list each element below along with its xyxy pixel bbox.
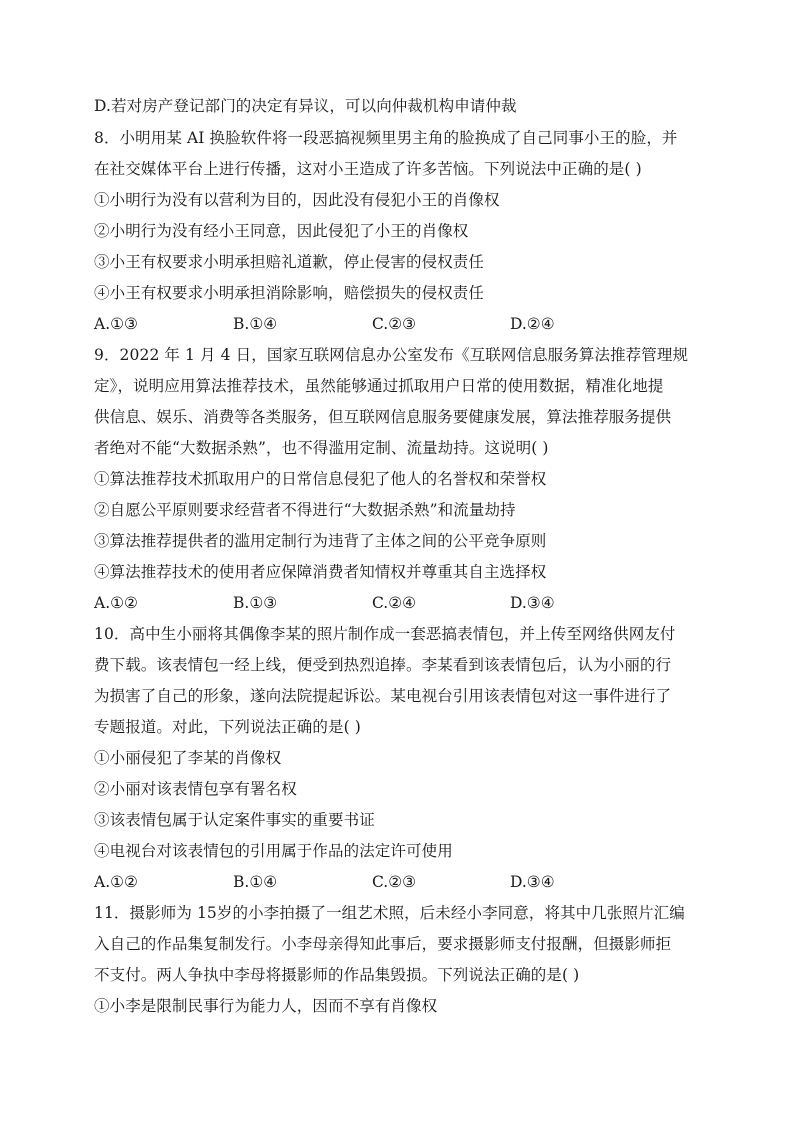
statement-3: ③该表情包属于认定案件事实的重要书证 [94,811,375,829]
question-11-stem: 入自己的作品集复制发行。小李母亲得知此事后，要求摄影师支付报酬，但摄影师拒 [94,935,672,953]
question-11-stem: 11．摄影师为 15岁的小李拍摄了一组艺术照，后未经小李同意，将其中几张照片汇编 [94,904,685,922]
statement-1: ①小明行为没有以营利为目的，因此没有侵犯小王的肖像权 [94,191,500,209]
question-10-stem: 为损害了自己的形象，遂向法院提起诉讼。某电视台引用该表情包对这一事件进行了 [94,687,672,705]
question-8-options [94,314,704,334]
option-c: C.②③ [372,873,417,891]
statement-1: ①小李是限制民事行为能力人，因而不享有肖像权 [94,997,438,1015]
question-10-stem: 专题报道。对此，下列说法正确的是( ) [94,718,361,736]
question-11-stem: 不支付。两人争执中李母将摄影师的作品集毁损。下列说法正确的是( ) [94,966,580,984]
option-d: D.②④ [510,315,555,333]
question-9-stem: 者绝对不能“大数据杀熟”，也不得滥用定制、流量劫持。这说明( ) [94,439,549,457]
statement-1: ①算法推荐技术抓取用户的日常信息侵犯了他人的名誉权和荣誉权 [94,470,547,488]
option-d: D.③④ [510,594,555,612]
question-10-stem: 费下载。该表情包一经上线，便受到热烈追捧。李某看到该表情包后，认为小丽的行 [94,656,672,674]
statement-1: ①小丽侵犯了李某的肖像权 [94,749,282,767]
option-c: C.②④ [372,594,417,612]
question-9-stem: 9．2022 年 1 月 4 日，国家互联网信息办公室发布《互联网信息服务算法推荐管理规 [94,346,689,364]
option-a: A.①② [94,594,138,612]
statement-2: ②小丽对该表情包享有署名权 [94,780,297,798]
option-b: B.①④ [233,315,278,333]
text-line: D.若对房产登记部门的决定有异议，可以向仲裁机构申请仲裁 [94,97,517,115]
question-9-options [94,593,704,613]
question-9-stem: 定》，说明应用算法推荐技术，虽然能够通过抓取用户日常的使用数据，精准化地提 [94,377,664,395]
question-8-stem: 8．小明用某 AI 换脸软件将一段恶搞视频里男主角的脸换成了自己同事小王的脸，并 [94,129,678,147]
statement-2: ②小明行为没有经小王同意，因此侵犯了小王的肖像权 [94,222,469,240]
question-10-stem: 10．高中生小丽将其偶像李某的照片制作成一套恶搞表情包，并上传至网络供网友付 [94,625,676,643]
option-a: A.①② [94,873,138,891]
option-a: A.①③ [94,315,138,333]
statement-3: ③小王有权要求小明承担赔礼道歉，停止侵害的侵权责任 [94,253,485,271]
option-d: D.③④ [510,873,555,891]
question-8-stem: 在社交媒体平台上进行传播，这对小王造成了许多苦恼。下列说法中正确的是( ) [94,160,642,178]
statement-4: ④电视台对该表情包的引用属于作品的法定许可使用 [94,842,453,860]
option-b: B.①③ [233,594,278,612]
statement-2: ②自愿公平原则要求经营者不得进行“大数据杀熟”和流量劫持 [94,501,516,519]
option-b: B.①④ [233,873,278,891]
statement-4: ④小王有权要求小明承担消除影响，赔偿损失的侵权责任 [94,284,485,302]
statement-3: ③算法推荐提供者的滥用定制行为违背了主体之间的公平竞争原则 [94,532,547,550]
question-9-stem: 供信息、娱乐、消费等各类服务，但互联网信息服务要健康发展，算法推荐服务提供 [94,408,672,426]
option-c: C.②③ [372,315,417,333]
statement-4: ④算法推荐技术的使用者应保障消费者知情权并尊重其自主选择权 [94,563,547,581]
question-10-options [94,872,704,892]
